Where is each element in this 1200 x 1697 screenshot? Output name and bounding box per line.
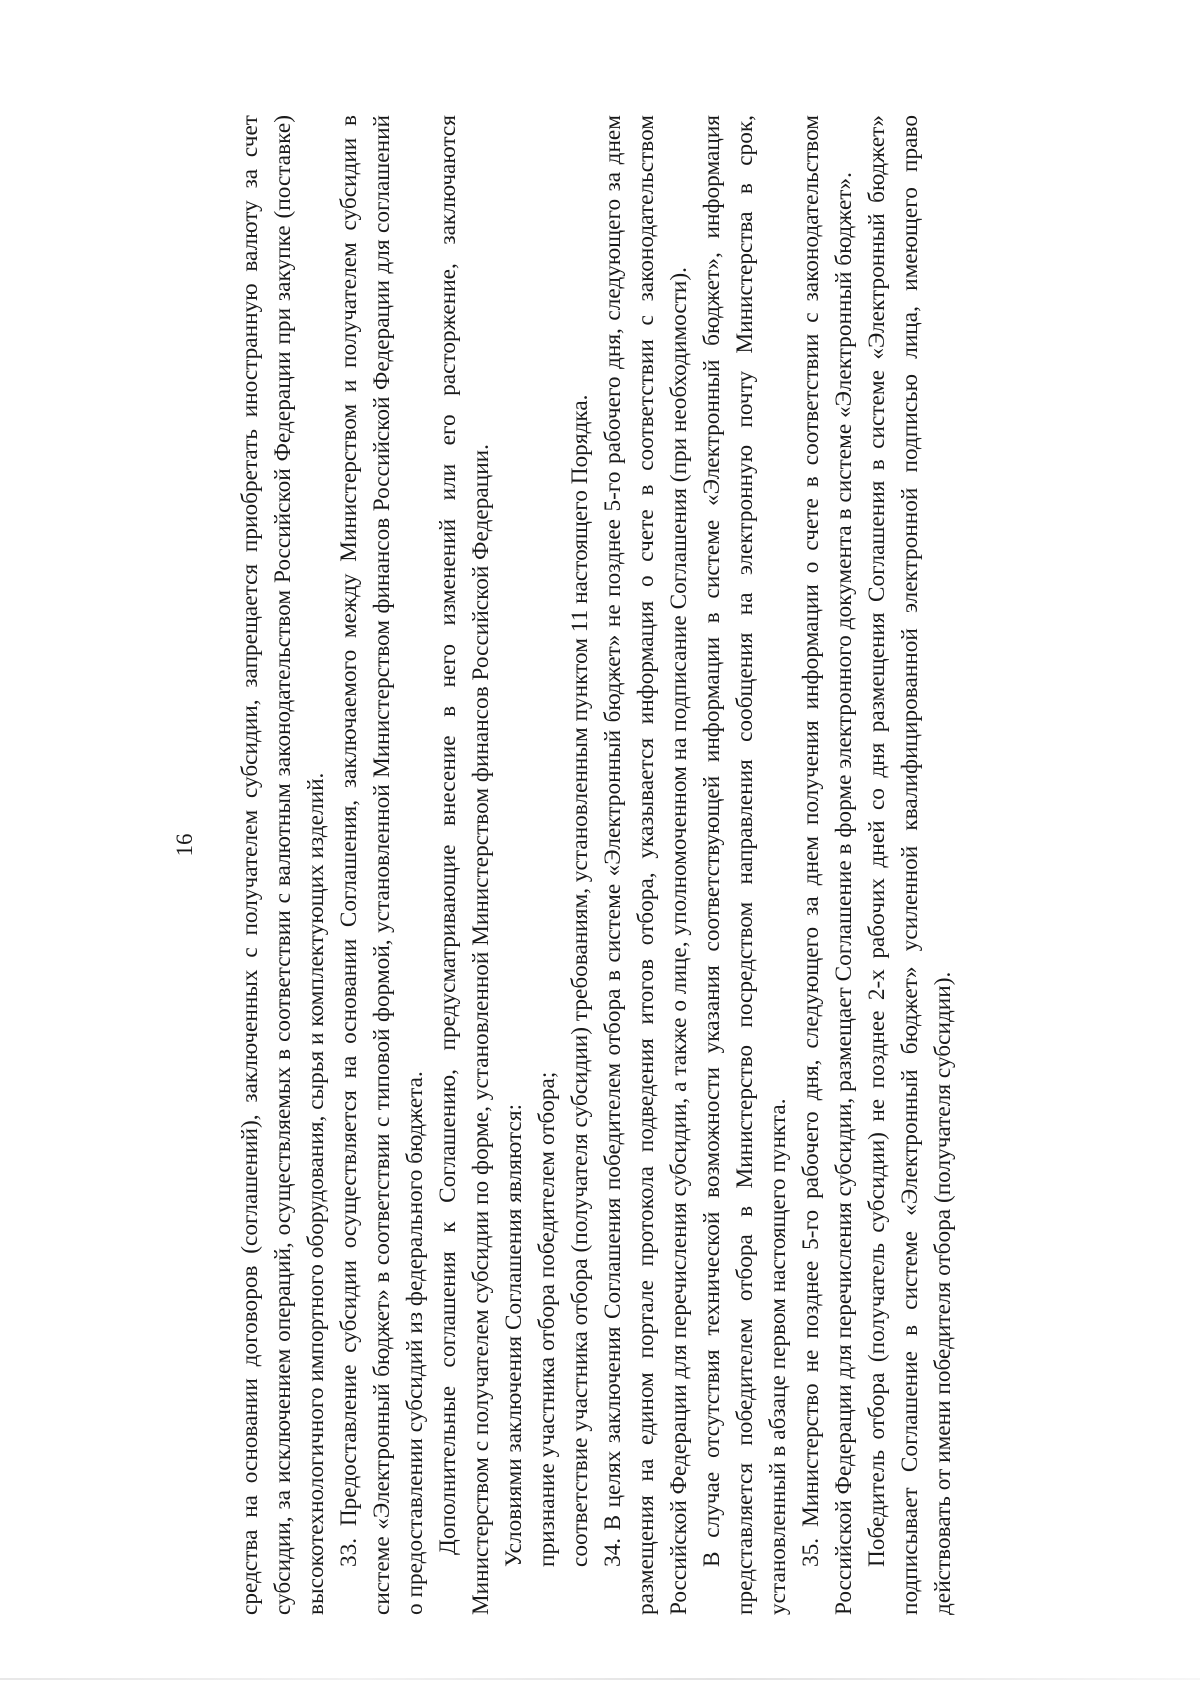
paragraph: Условиями заключения Соглашения являются: [501, 1103, 527, 1567]
paragraph: признание участника отбора победителем отбора; [534, 1071, 560, 1567]
paragraph: соответствие участника отбора (получателя субсидии) требованиям, установленным пунктом 11 настоящего Порядка. [567, 394, 593, 1567]
paragraph: Дополнительные соглашения к Соглашению, предусматривающие внесение в него изменений или его расторжение, заключаются Министерством с получателем субсидии по форме, установленной Министерством финансов Российской Федерации. [435, 115, 494, 1615]
paragraph: 35. Министерство не позднее 5-го рабочего дня, следующего за днем получения информации о счете в соответствии с законодательством Российской Федерации для перечисления субсидии, размещает Соглашение в форме электронного документа в системе «Электронный бюджет». [798, 115, 857, 1615]
scan-artifact-line [0, 1678, 1200, 1680]
paragraph: средства на основании договоров (соглашений), заключенных с получателем субсидии, запрещается приобретать иностранную валюту за счет субсидии, за исключением операций, осуществляемых в соответствии с валютным законодательством Российской Федерации при закупке (поставке) высокотехнологичного импортного оборудования, сырья и комплектующих изделий. [237, 115, 329, 1615]
paragraph: В случае отсутствия технической возможности указания соответствующей информации в системе «Электронный бюджет», информация представляется победителем отбора в Министерство посредством направления сообщения на электронную почту Министерства в срок, установленный в абзаце первом настоящего пункта. [699, 115, 791, 1615]
paragraph: 34. В целях заключения Соглашения победителем отбора в системе «Электронный бюджет» не позднее 5-го рабочего дня, следующего за днем размещения на едином портале протокола подведения итогов отбора, указывается информация о счете в соответствии с законодательством Российской Федерации для перечисления субсидии, а также о лице, уполномоченном на подписание Соглашения (при необходимости). [600, 115, 692, 1615]
rotated-content [170, 115, 960, 1615]
page-number: 16 [172, 833, 197, 857]
document-body [234, 115, 960, 1615]
paragraph: 33. Предоставление субсидии осуществляется на основании Соглашения, заключаемого между Министерством и получателем субсидии в системе «Электронный бюджет» в соответствии с типовой формой, установленной Министерством финансов Российской Федерации для соглашений о предоставлении субсидий из федерального бюджета. [336, 115, 428, 1615]
paragraph: Победитель отбора (получатель субсидии) не позднее 2-х рабочих дней со дня размещения Соглашения в системе «Электронный бюджет» подписывает Соглашение в системе «Электронный бюджет» усиленной квалифицированной электронной подписью лица, имеющего право действовать от имени победителя отбора (получателя субсидии). [864, 115, 956, 1615]
